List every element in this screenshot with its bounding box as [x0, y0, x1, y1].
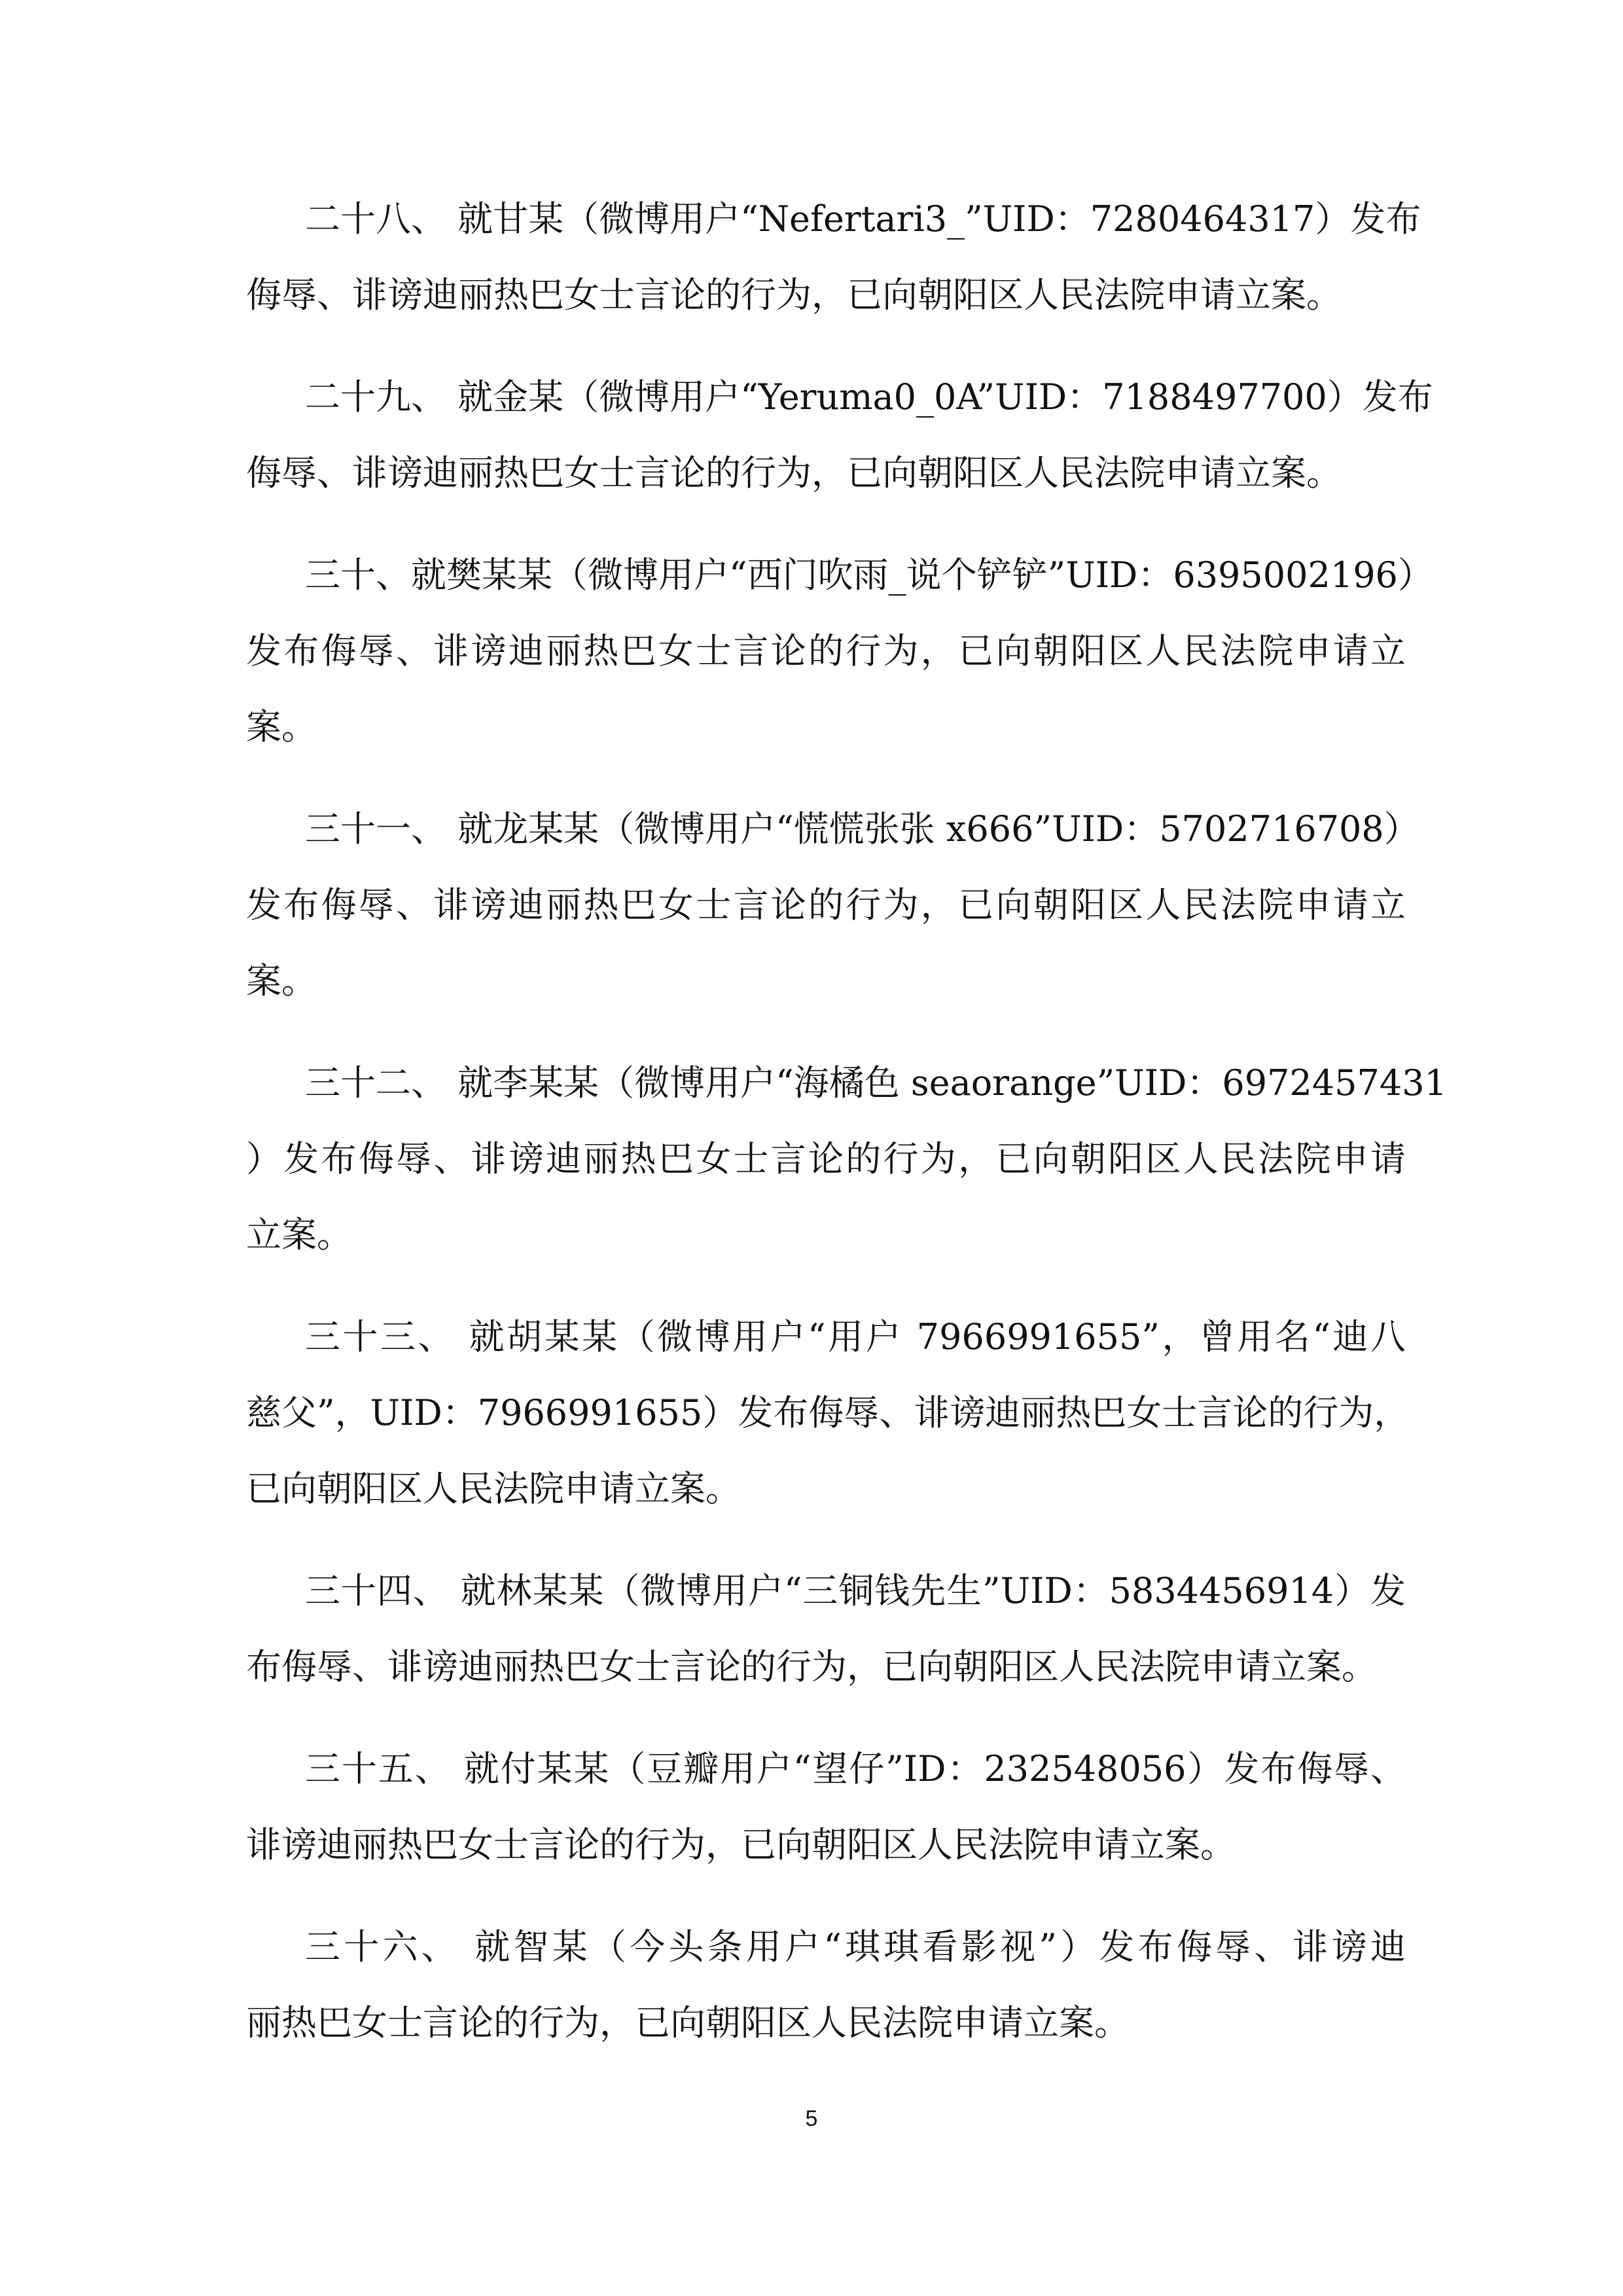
paragraph-line: ）发布侮辱、诽谤迪丽热巴女士言论的行为，已向朝阳区人民法院申请 — [246, 1138, 1406, 1179]
paragraph — [246, 1909, 1406, 2061]
paragraph-line: 案。 — [246, 706, 317, 747]
paragraph-line: 三十四、 就林某某（微博用户“三铜钱先生”UID：5834456914）发 — [305, 1570, 1406, 1611]
paragraph-line: 发布侮辱、诽谤迪丽热巴女士言论的行为，已向朝阳区人民法院申请立 — [246, 630, 1406, 672]
paragraph-line: 案。 — [246, 960, 317, 1001]
paragraph-line: 三十、就樊某某（微博用户“西门吹雨_说个铲铲”UID：6395002196） — [305, 554, 1433, 596]
paragraph-line: 慈父”，UID：7966991655）发布侮辱、诽谤迪丽热巴女士言论的行为， — [246, 1392, 1410, 1433]
paragraph-line: 三十五、 就付某某（豆瓣用户“望仔”ID：232548056）发布侮辱、 — [305, 1748, 1406, 1789]
paragraph-line: 侮辱、诽谤迪丽热巴女士言论的行为，已向朝阳区人民法院申请立案。 — [246, 274, 1342, 315]
paragraph-line: 三十三、 就胡某某（微博用户“用户 7966991655”，曾用名“迪八 — [305, 1316, 1406, 1357]
paragraph — [246, 791, 1419, 1019]
paragraph-line: 二十九、 就金某（微博用户“Yeruma0_0A”UID：7188497700）发布 — [305, 376, 1433, 418]
paragraph-line: 二十八、 就甘某（微博用户“Nefertari3_”UID：7280464317）发布 — [305, 198, 1421, 240]
paragraph-line: 三十二、 就李某某（微博用户“海橘色 seaorange”UID：6972457431 — [305, 1062, 1447, 1103]
paragraph-line: 已向朝阳区人民法院申请立案。 — [246, 1468, 741, 1509]
paragraph — [246, 1553, 1406, 1705]
paragraph — [246, 1731, 1406, 1883]
paragraph — [246, 181, 1421, 333]
page-number: 5 — [805, 2106, 818, 2131]
paragraph-line: 诽谤迪丽热巴女士言论的行为，已向朝阳区人民法院申请立案。 — [246, 1824, 1236, 1865]
paragraph-line: 立案。 — [246, 1214, 352, 1255]
paragraph — [246, 1299, 1410, 1527]
paragraph-line: 发布侮辱、诽谤迪丽热巴女士言论的行为，已向朝阳区人民法院申请立 — [246, 884, 1406, 925]
paragraph-line: 丽热巴女士言论的行为，已向朝阳区人民法院申请立案。 — [246, 2002, 1130, 2043]
paragraph-line: 侮辱、诽谤迪丽热巴女士言论的行为，已向朝阳区人民法院申请立案。 — [246, 452, 1342, 493]
paragraph — [246, 537, 1433, 765]
paragraph-line: 布侮辱、诽谤迪丽热巴女士言论的行为，已向朝阳区人民法院申请立案。 — [246, 1646, 1377, 1687]
paragraph — [246, 359, 1433, 511]
paragraph-line: 三十一、 就龙某某（微博用户“慌慌张张 x666”UID：5702716708） — [305, 808, 1419, 850]
paragraph — [246, 1045, 1447, 1273]
paragraph-line: 三十六、 就智某（今头条用户“琪琪看影视”）发布侮辱、诽谤迪 — [305, 1926, 1406, 1967]
document-body — [246, 181, 1447, 2087]
